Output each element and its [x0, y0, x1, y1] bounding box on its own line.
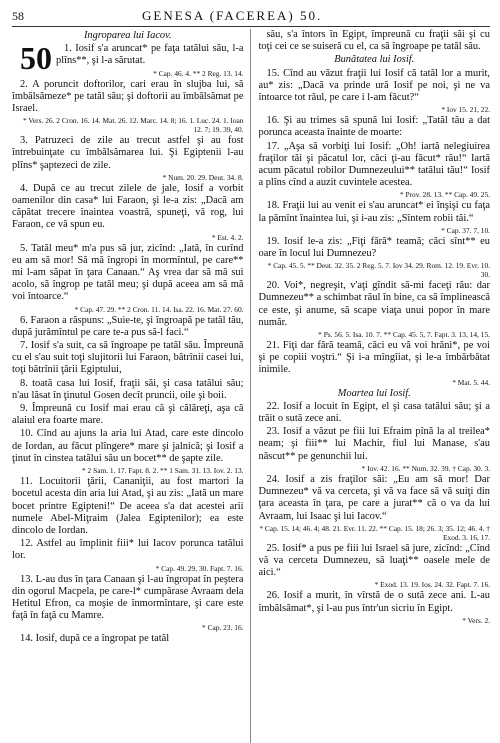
- verse: 5. Tatăl meu* m'a pus să jur, zicînd: „Iată, în curînd eu am să mor! Să mă îngropi în mormîntul, pe care** mi l-am săpat în ţara Canaan.“ Aş vrea dar să mă sui acolo, să îngrop pe tatăl meu; şi după aceea am să mă voi întoarce.“: [12, 242, 244, 303]
- verse: 4. După ce au trecut zilele de jale, Iosif a vorbit oamenilor din casa* lui Faraon, şi le-a zis: „Dacă am căpătat trecere înaintea voastră, spuneţi, vă rog, lui Faraon, ce vă spun eu.: [12, 182, 244, 231]
- verse: 7. Iosif s'a suit, ca să îngroape pe tatăl său. Împreună cu el s'au suit toţi slujitorii lui Faraon, bătrînii casei lui, toţi bătrînii ţării Egiptului,: [12, 340, 244, 376]
- cross-reference: * Cap. 49. 29, 30. Fapt. 7. 16.: [155, 563, 244, 573]
- verse: 10. Cînd au ajuns la aria lui Atad, care este dincolo de Iordan, au făcut plîngere* mare şi jalnică; şi Iosif a ţinut în cinstea tatălui său un bocet** de şapte zile.: [12, 428, 244, 464]
- right-column: [259, 29, 491, 743]
- cross-reference: * Num. 20. 29. Deut. 34. 8.: [162, 172, 244, 182]
- cross-reference: * Est. 4. 2.: [211, 232, 244, 242]
- verse: 16. Şi au trimes să spună lui Iosif: „Tatăl tău a dat porunca aceasta înainte de moarte:: [258, 115, 490, 139]
- cross-reference: * Cap. 45. 5. ** Deut. 32. 35. 2 Reg. 5. 7. Iov 34. 29. Rom. 12. 19. Evr. 10. 30.: [267, 261, 490, 280]
- verse: 13. L-au dus în ţara Canaan şi l-au îngropat în peştera din ogorul Macpela, pe care-l* cumpărase Avraam dela Hetitul Efron, ca moşie de înmormîntare, şi care este faţă în faţă cu Mamre.: [12, 573, 244, 622]
- cross-reference: * Iov. 42. 16. ** Num. 32. 39. † Cap. 30. 3.: [361, 463, 490, 473]
- cross-reference: * 2 Sam. 1. 17. Fapt. 8. 2. ** 1 Sam. 31. 13. Iov. 2. 13.: [82, 466, 244, 476]
- verse: 14. Iosif, după ce a îngropat pe tatăl: [20, 633, 170, 645]
- cross-reference: * Vers. 2.: [462, 615, 490, 625]
- cross-reference: * Cap. 23. 16.: [202, 623, 244, 633]
- verse: 6. Faraon a răspuns: „Suie-te, şi îngroapă pe tatăl tău, după jurămîntul pe care te-a pus să-l faci.“: [12, 314, 244, 338]
- cross-reference: * Cap. 15. 14; 46. 4; 48. 21. Evr. 11. 22. ** Cap. 15. 18; 26. 3; 35. 12; 46. 4. † Exod. 3. 16, 17.: [259, 523, 490, 542]
- verse: 23. Iosif a văzut pe fiii lui Efraim pînă la al treilea* neam; şi fiii** lui Machir, fiul lui Manase, s'au născut** pe genunchii lui.: [258, 426, 490, 462]
- cross-reference: * Mat. 5. 44.: [452, 377, 490, 387]
- verse: 22. Iosif a locuit în Egipt, el şi casa tatălui său; şi a trăit o sută zece ani.: [258, 400, 490, 425]
- left-column: [12, 29, 251, 743]
- cross-reference: * Exod. 13. 19. Ios. 24. 32. Fapt. 7. 16.: [374, 580, 490, 590]
- verse: 15. Cînd au văzut fraţii lui Iosif că tatăl lor a murit, au* zis: „Dacă va prinde ură Iosif pe noi, şi ne va întoarce tot răul, pe care i l-am făcut?“: [258, 67, 490, 104]
- verse: 20. Voi*, negreşit, v'aţi gîndit să-mi faceţi rău: dar Dumnezeu** a schimbat răul în bine, ca să împlinească ce este, şi anume, să scape viaţa unui popor în mare număr.: [258, 280, 490, 328]
- running-title: GENESA (FACEREA) 50.: [142, 8, 323, 23]
- section-heading: Bunătatea lui Iosif.: [334, 54, 415, 66]
- verse: 8. toată casa lui Iosif, fraţii săi, şi casa tatălui său; n'au lăsat în ţinutul Gosen decît pruncii, oile şi boii.: [12, 377, 244, 401]
- verse: său, s'a întors în Egipt, împreună cu fraţii săi şi cu toţi cei ce se suiseră cu el, ca să îngroape pe tatăl său.: [258, 29, 490, 53]
- verse: 26. Iosif a murit, în vîrstă de o sută zece ani. L-au îmbălsămat*, şi l-au pus într'un sicriu în Egipt.: [258, 590, 490, 614]
- page-number: 58: [12, 9, 24, 23]
- chapter-number: 50: [20, 40, 52, 77]
- verse: 25. Iosif* a pus pe fiii lui Israel să jure, zicînd: „Cînd vă va cerceta Dumnezeu, să luaţi** oasele mele de aici.“: [258, 542, 490, 579]
- verse: 3. Patruzeci de zile au trecut astfel şi au fost întrebuinţate cu îmbălsămarea lui. Şi Egiptenii l-au plîns* şaptezeci de zile.: [12, 135, 244, 171]
- verse: 9. Împreună cu Iosif mai erau că şi călăreţi, aşa că alaiul era foarte mare.: [12, 403, 244, 427]
- section-heading: Ingroparea lui Iacov.: [83, 30, 172, 41]
- cross-reference: * Ps. 56. 5. Isa. 10. 7. ** Cap. 45. 5, 7. Fapt. 3. 13, 14, 15.: [318, 330, 490, 340]
- cross-reference: * Vers. 26. 2 Cron. 16. 14. Mat. 26. 12. Marc. 14. 8; 16. 1. Luc. 24. 1. Ioan 12. 7; 19. 39, 40.: [22, 116, 244, 135]
- verse: 50 1. Iosif s'a aruncat* pe faţa tatălui său, l-a plîns**, şi l-a sărutat.: [12, 43, 244, 67]
- text-columns: [12, 29, 490, 743]
- verse: 12. Astfel au împlinit fiii* lui Iacov porunca tatălui lor.: [12, 538, 244, 562]
- cross-reference: * Cap. 47. 29. ** 2 Cron. 11. 14. Isa. 22. 16. Mat. 27. 60.: [74, 304, 244, 314]
- cross-reference: * Cap. 46. 4. ** 2 Reg. 13. 14.: [153, 68, 244, 78]
- verse: 21. Fiţi dar fără teamă, căci eu vă voi hrăni*, pe voi şi pe copiii voştri.“ Şi i-a mîngîiat, şi le-a îmbărbătat inimile.: [258, 340, 490, 376]
- section-heading: Moartea lui Iosif.: [337, 387, 411, 399]
- verse: 19. Iosif le-a zis: „Fiţi fără* teamă; căci sînt** eu oare în locul lui Dumnezeu?: [258, 235, 490, 260]
- cross-reference: * Prov. 28. 13. ** Cap. 49. 25.: [399, 190, 490, 200]
- verse: 18. Fraţii lui au venit ei s'au aruncat* ei înşişi cu faţa la pămînt înaintea lui, şi i-au zis: „Sîntem robii tăi.“: [258, 200, 490, 224]
- cross-reference: * Iov 15. 21, 22.: [441, 105, 490, 115]
- verse: 24. Iosif a zis fraţilor săi: „Eu am să mor! Dar Dumnezeu* vă va cerceta, şi vă va face să vă suiţi din ţara aceasta în ţara, pe care a jurat** că o va da lui Avraam, lui Isaac şi lui Iacov.“: [258, 473, 490, 522]
- page-header: [12, 8, 490, 27]
- verse: 2. A poruncit doftorilor, cari erau în slujba lui, să îmbălsămeze* pe tatăl său; şi doftorii au îmbălsămat pe Israel.: [12, 78, 244, 115]
- verse: 17. „Aşa să vorbiţi lui Iosif: „Oh! iartă nelegiuirea fraţilor tăi şi păcatul lor, căci ţi-au făcut* rău!“ Iartă acum păcatul robilor Dumnezeului** tatălui tău!“ Iosif a plîns cînd a auzit cuvintele acestea.: [258, 140, 490, 189]
- verse: 11. Locuitorii ţării, Cananiţii, au fost martori la bocetul acesta din aria lui Atad, şi au zis: „Iată un mare bocet printre Egipteni!“ De aceea s'a dat acestei arii numele Abel-Miţraim (Jalea Egiptenilor); ea este dincolo de Iordan.: [12, 476, 244, 536]
- cross-reference: * Cap. 37. 7, 10.: [441, 225, 490, 235]
